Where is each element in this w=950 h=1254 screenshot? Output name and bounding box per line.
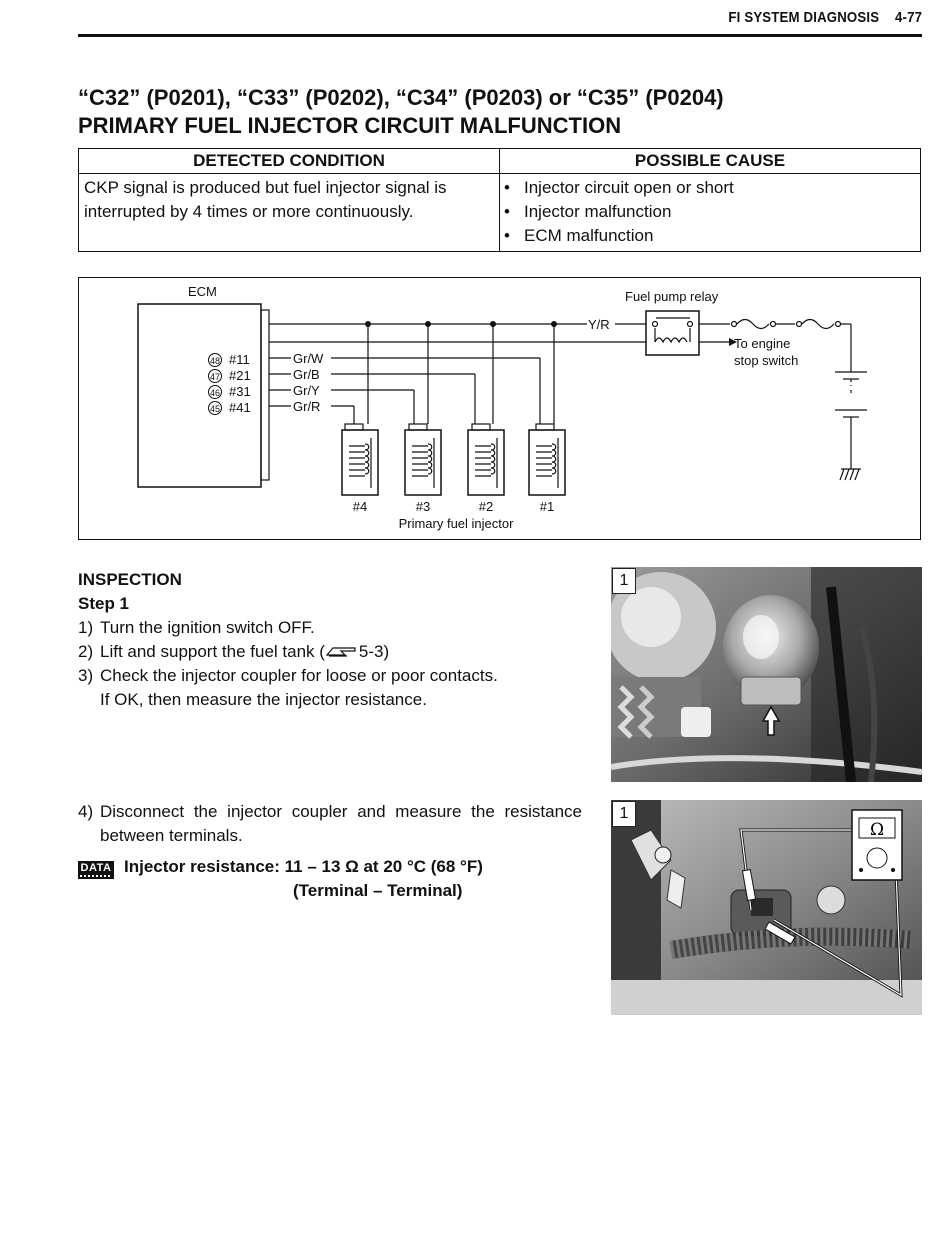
injector-3 (405, 424, 441, 495)
injector-label: #3 (415, 499, 431, 514)
ohm-symbol: Ω (869, 820, 885, 840)
wiring-diagram (78, 277, 921, 540)
wire-color-label: Gr/R (293, 399, 321, 414)
list-item: • Injector malfunction (504, 200, 915, 224)
multimeter-measurement-photo (611, 800, 922, 1015)
list-item: • Injector circuit open or short (504, 176, 915, 200)
bullet-icon: • (504, 202, 510, 221)
list-item: 3) Check the injector coupler for loose or poor contacts. If OK, then measure the injector resistance. (78, 666, 498, 709)
inspection-section (78, 568, 598, 712)
ecm-label: ECM (188, 284, 217, 299)
data-badge-icon: DATA (78, 861, 114, 879)
list-item: • ECM malfunction (504, 224, 915, 248)
title-line-2: PRIMARY FUEL INJECTOR CIRCUIT MALFUNCTION (78, 113, 622, 138)
reference-hand-icon (325, 643, 359, 659)
page-header (78, 6, 922, 37)
list-item: 2) Lift and support the fuel tank ( 5-3) (78, 642, 390, 661)
step-label: Step 1 (78, 594, 130, 613)
wiring-diagram-svg (79, 278, 920, 539)
engine-stop-label: stop switch (734, 353, 799, 368)
detected-condition-header: DETECTED CONDITION (79, 149, 500, 174)
pin-number: 47 (209, 372, 221, 382)
bullet-icon: • (504, 226, 510, 245)
resistance-spec (78, 855, 598, 903)
photo-label: 1 (612, 801, 636, 827)
possible-cause-cell (500, 174, 921, 252)
photo-label: 1 (612, 568, 636, 594)
wire-color-label: Gr/Y (293, 383, 320, 398)
condition-table (78, 148, 921, 252)
table-row (79, 174, 921, 252)
ecm-connector (261, 310, 269, 480)
injector-caption: Primary fuel injector (398, 516, 514, 531)
inspection-heading: INSPECTION (78, 570, 182, 589)
section-title: FI SYSTEM DIAGNOSIS (728, 9, 880, 26)
bullet-icon: • (504, 178, 510, 197)
injector-label: #2 (478, 499, 494, 514)
page-number: 4-77 (894, 9, 922, 26)
pin-number: 46 (209, 388, 221, 398)
detected-condition-cell: CKP signal is produced but fuel injector signal is interrupted by 4 times or more continuously. (79, 174, 500, 252)
supply-wire-label: Y/R (588, 317, 610, 332)
page-title (78, 84, 938, 140)
pin-number: 45 (209, 404, 221, 414)
wire-color-label: Gr/W (293, 351, 324, 366)
pin-number: 48 (209, 356, 221, 366)
injector-label: #1 (539, 499, 555, 514)
wire-color-label: Gr/B (293, 367, 320, 382)
list-item: 4) Disconnect the injector coupler and measure the resistance between terminals. (78, 802, 582, 845)
engine-stop-label: To engine (734, 336, 791, 351)
ecm-terminal: #31 (229, 384, 251, 399)
injector-1 (529, 424, 565, 495)
spec-value: Injector resistance: 11 – 13 Ω at 20 °C (68 °F) (124, 857, 483, 876)
table-header-row (79, 149, 921, 174)
relay-label: Fuel pump relay (625, 289, 719, 304)
ecm-terminal: #21 (229, 368, 251, 383)
title-line-1: “C32” (P0201), “C33” (P0202), “C34” (P0203) or “C35” (P0204) (78, 85, 724, 110)
list-item: 1) Turn the ignition switch OFF. (78, 618, 315, 637)
injectors (342, 424, 565, 495)
injector-2 (468, 424, 504, 495)
possible-cause-header: POSSIBLE CAUSE (500, 149, 921, 174)
multimeter-icon (852, 810, 902, 880)
ecm-terminal: #41 (229, 400, 251, 415)
spec-terminals: (Terminal – Terminal) (293, 881, 463, 900)
injector-4 (342, 424, 378, 495)
injector-coupler-photo (611, 567, 922, 782)
ecm-terminal: #11 (229, 352, 250, 367)
injector-label: #4 (352, 499, 368, 514)
